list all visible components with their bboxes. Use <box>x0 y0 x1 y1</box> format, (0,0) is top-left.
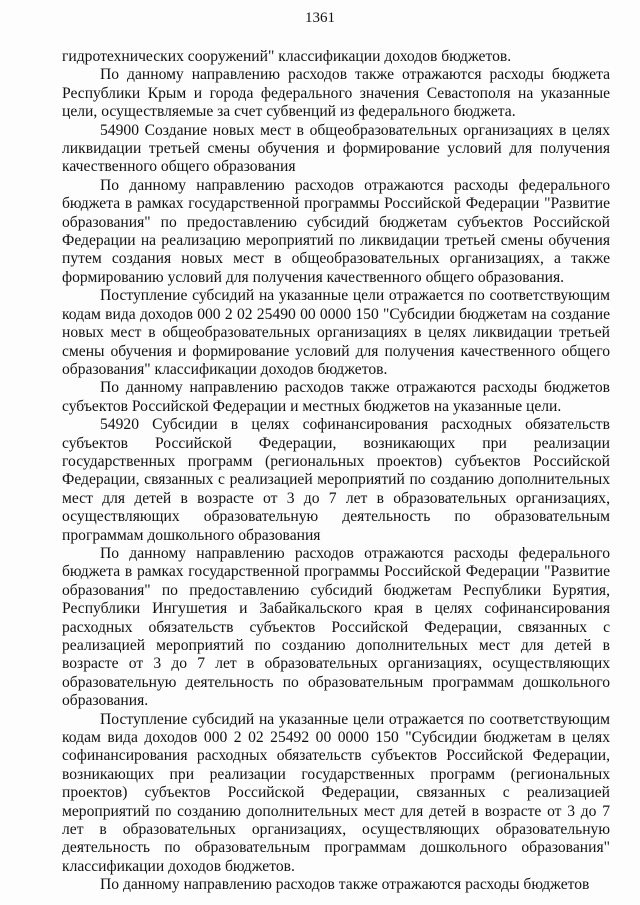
paragraph: По данному направлению расходов также отражаются расходы бюджетов <box>100 876 590 894</box>
paragraph: Поступление субсидий на указанные цели отражается по соответствующим кодам вида доходов 000 2 02 25492 00 0000 150 "Субсидии бюджетам в целях софинансирования расходных обязательств субъектов Российской Федерации, возникающих при реализации государственных программ (региональных проектов) субъектов Российской Федерации, связанных с реализацией мероприятий по созданию дополнительных мест для детей в возрасте от 3 до 7 лет в образовательных организациях, осуществляющих образовательную деятельность по образовательным программам дошкольного образования" классификации доходов бюджетов. <box>62 710 610 875</box>
section-heading-54900: 54900 Создание новых мест в общеобразовательных организациях в целях ликвидации третьей смены обучения и формирование условий для получения качественного общего образования <box>62 121 610 176</box>
paragraph: По данному направлению расходов отражаются расходы федерального бюджета в рамках государственной программы Российской Федерации "Развитие образования" по предоставлению субсидий бюджетам Республики Бурятия, Республики Ингушетия и Забайкальского края в целях софинансирования расходных обязательств субъектов Российской Федерации, связанных с реализацией мероприятий по созданию дополнительных мест для детей в возрасте от 3 до 7 лет в образовательных организациях, осуществляющих образовательную деятельность по образовательным программам дошкольного образования. <box>62 544 610 710</box>
paragraph: Поступление субсидий на указанные цели отражается по соответствующим кодам вида доходов 000 2 02 25490 00 0000 150 "Субсидии бюджетам на создание новых мест в общеобразовательных организациях в целях ликвидации третьей смены обучения и формирование условий для получения качественного общего образования" классификации доходов бюджетов. <box>62 287 610 378</box>
paragraph: По данному направлению расходов отражаются расходы федерального бюджета в рамках государственной программы Российской Федерации "Развитие образования" по предоставлению субсидий бюджетам субъектов Российской Федерации на реализацию мероприятий по ликвидации третьей смены обучения путем создания новых мест в общеобразовательных организациях, а также формированию условий для получения качественного общего образования. <box>62 176 610 286</box>
section-heading-54920: 54920 Субсидии в целях софинансирования расходных обязательств субъектов Российской Федерации, возникающих при реализации государственных программ (региональных проектов) субъектов Российской Федерации, связанных с реализацией мероприятий по созданию дополнительных мест для детей в возрасте от 3 до 7 лет в образовательных организациях, осуществляющих образовательную деятельность по образовательным программам дошкольного образования <box>62 416 610 544</box>
paragraph: По данному направлению расходов также отражаются расходы бюджетов субъектов Российской Федерации и местных бюджетов на указанные цели. <box>62 379 610 415</box>
page-number: 1361 <box>305 10 335 26</box>
document-body <box>62 48 610 895</box>
paragraph: гидротехнических сооружений" классификации доходов бюджетов. <box>62 48 512 65</box>
paragraph: По данному направлению расходов также отражаются расходы бюджета Республики Крым и города федерального значения Севастополя на указанные цели, осуществляемые за счет субвенций из федерального бюджета. <box>62 66 610 121</box>
